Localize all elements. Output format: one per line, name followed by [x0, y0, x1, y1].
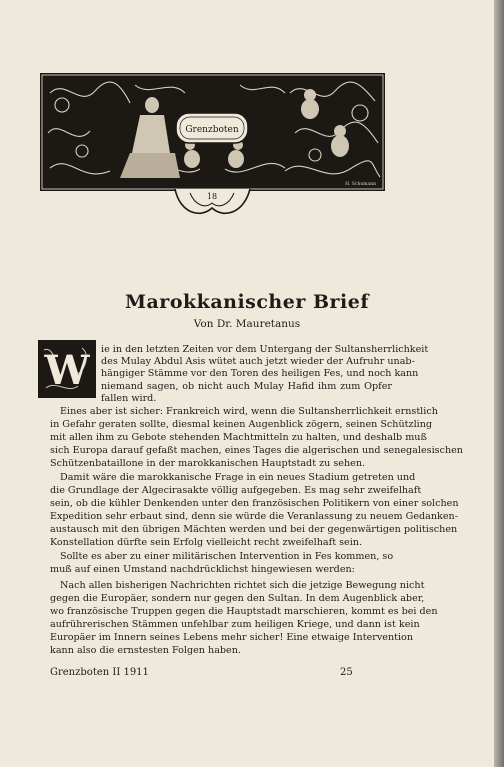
text-line: Damit wäre die marokkanische Frage in ein neues Stadium getreten und	[60, 472, 416, 483]
text-line: mit allen ihm zu Gebote stehenden Machtmitteln zu halten, und deshalb muß	[50, 432, 427, 443]
text-line: Konstellation dürfte sein Erfolg vielleicht recht zweifelhaft sein.	[50, 537, 363, 548]
text-line: sich Europa darauf gefaßt machen, eines Tages die algerischen und senegalesischen	[50, 445, 463, 456]
text-line: Eines aber ist sicher: Frankreich wird, wenn die Sultansherrlichkeit ernstlich	[60, 406, 438, 417]
text-line: niemand sagen, ob nicht auch Mulay Hafid ihm zum Opfer	[101, 381, 392, 392]
article-byline: Von Dr. Mauretanus	[193, 318, 301, 330]
text-line: hängiger Stämme vor den Toren des heiligen Fes, und noch kann	[101, 368, 419, 379]
text-line: die Grundlage der Algecirasakte völlig aufgegeben. Es mag sehr zweifelhaft	[50, 485, 422, 496]
initial-letter: W	[44, 347, 90, 394]
text-line: sein, ob die kühler Denkenden unter den französischen Politikern von einer solchen	[50, 498, 459, 509]
artist-signature: H. Schumann	[345, 182, 376, 187]
text-line: ie in den letzten Zeiten vor dem Untergang der Sultansherrlichkeit	[101, 344, 429, 355]
decorated-initial	[38, 340, 96, 398]
text-line: Europäer im Innern seines Lebens mehr sicher! Eine etwaige Intervention	[50, 632, 414, 643]
text-line: austausch mit den übrigen Mächten werden und bei der gegenwärtigen politischen	[50, 524, 458, 535]
ornamental-header-vignette	[40, 73, 385, 221]
text-line: Nach allen bisherigen Nachrichten richtet sich die jetzige Bewegung nicht	[60, 580, 425, 591]
text-line: in Gefahr geraten sollte, diesmal keinen Augenblick zögern, seinen Schützling	[50, 419, 433, 430]
text-line: kann also die ernstesten Folgen haben.	[50, 645, 241, 656]
journal-footer: Grenzboten II 1911	[50, 667, 149, 678]
text-line: gegen die Europäer, sondern nur gegen den Sultan. In dem Augenblick aber,	[50, 593, 425, 604]
text-line: Expedition sehr erbaut sind, denn sie würde die Veranlassung zu neuem Gedanken-	[50, 511, 458, 522]
page-number-ornament: 18	[206, 192, 218, 201]
page-edge-shadow	[494, 0, 504, 767]
text-line: Schützenbataillone in der marokkanischen Hauptstadt zu sehen.	[50, 458, 366, 469]
text-line: wo französische Truppen gegen die Hauptstadt marschieren, kommt es bei den	[50, 606, 438, 617]
article-title: Marokkanischer Brief	[124, 291, 370, 313]
text-line: fallen wird.	[101, 393, 157, 404]
text-line: aufrührerischen Stämmen unfehlbar zum heiligen Kriege, und dann ist kein	[50, 619, 420, 630]
page-number: 25	[340, 667, 353, 678]
cartouche-text: Grenzboten	[185, 125, 239, 135]
text-line: muß auf einen Umstand nachdrücklichst hingewiesen werden:	[50, 564, 355, 575]
text-line: des Mulay Abdul Asis wütet auch jetzt wieder der Aufruhr unab-	[101, 356, 415, 367]
text-line: Sollte es aber zu einer militärischen Intervention in Fes kommen, so	[60, 551, 394, 562]
